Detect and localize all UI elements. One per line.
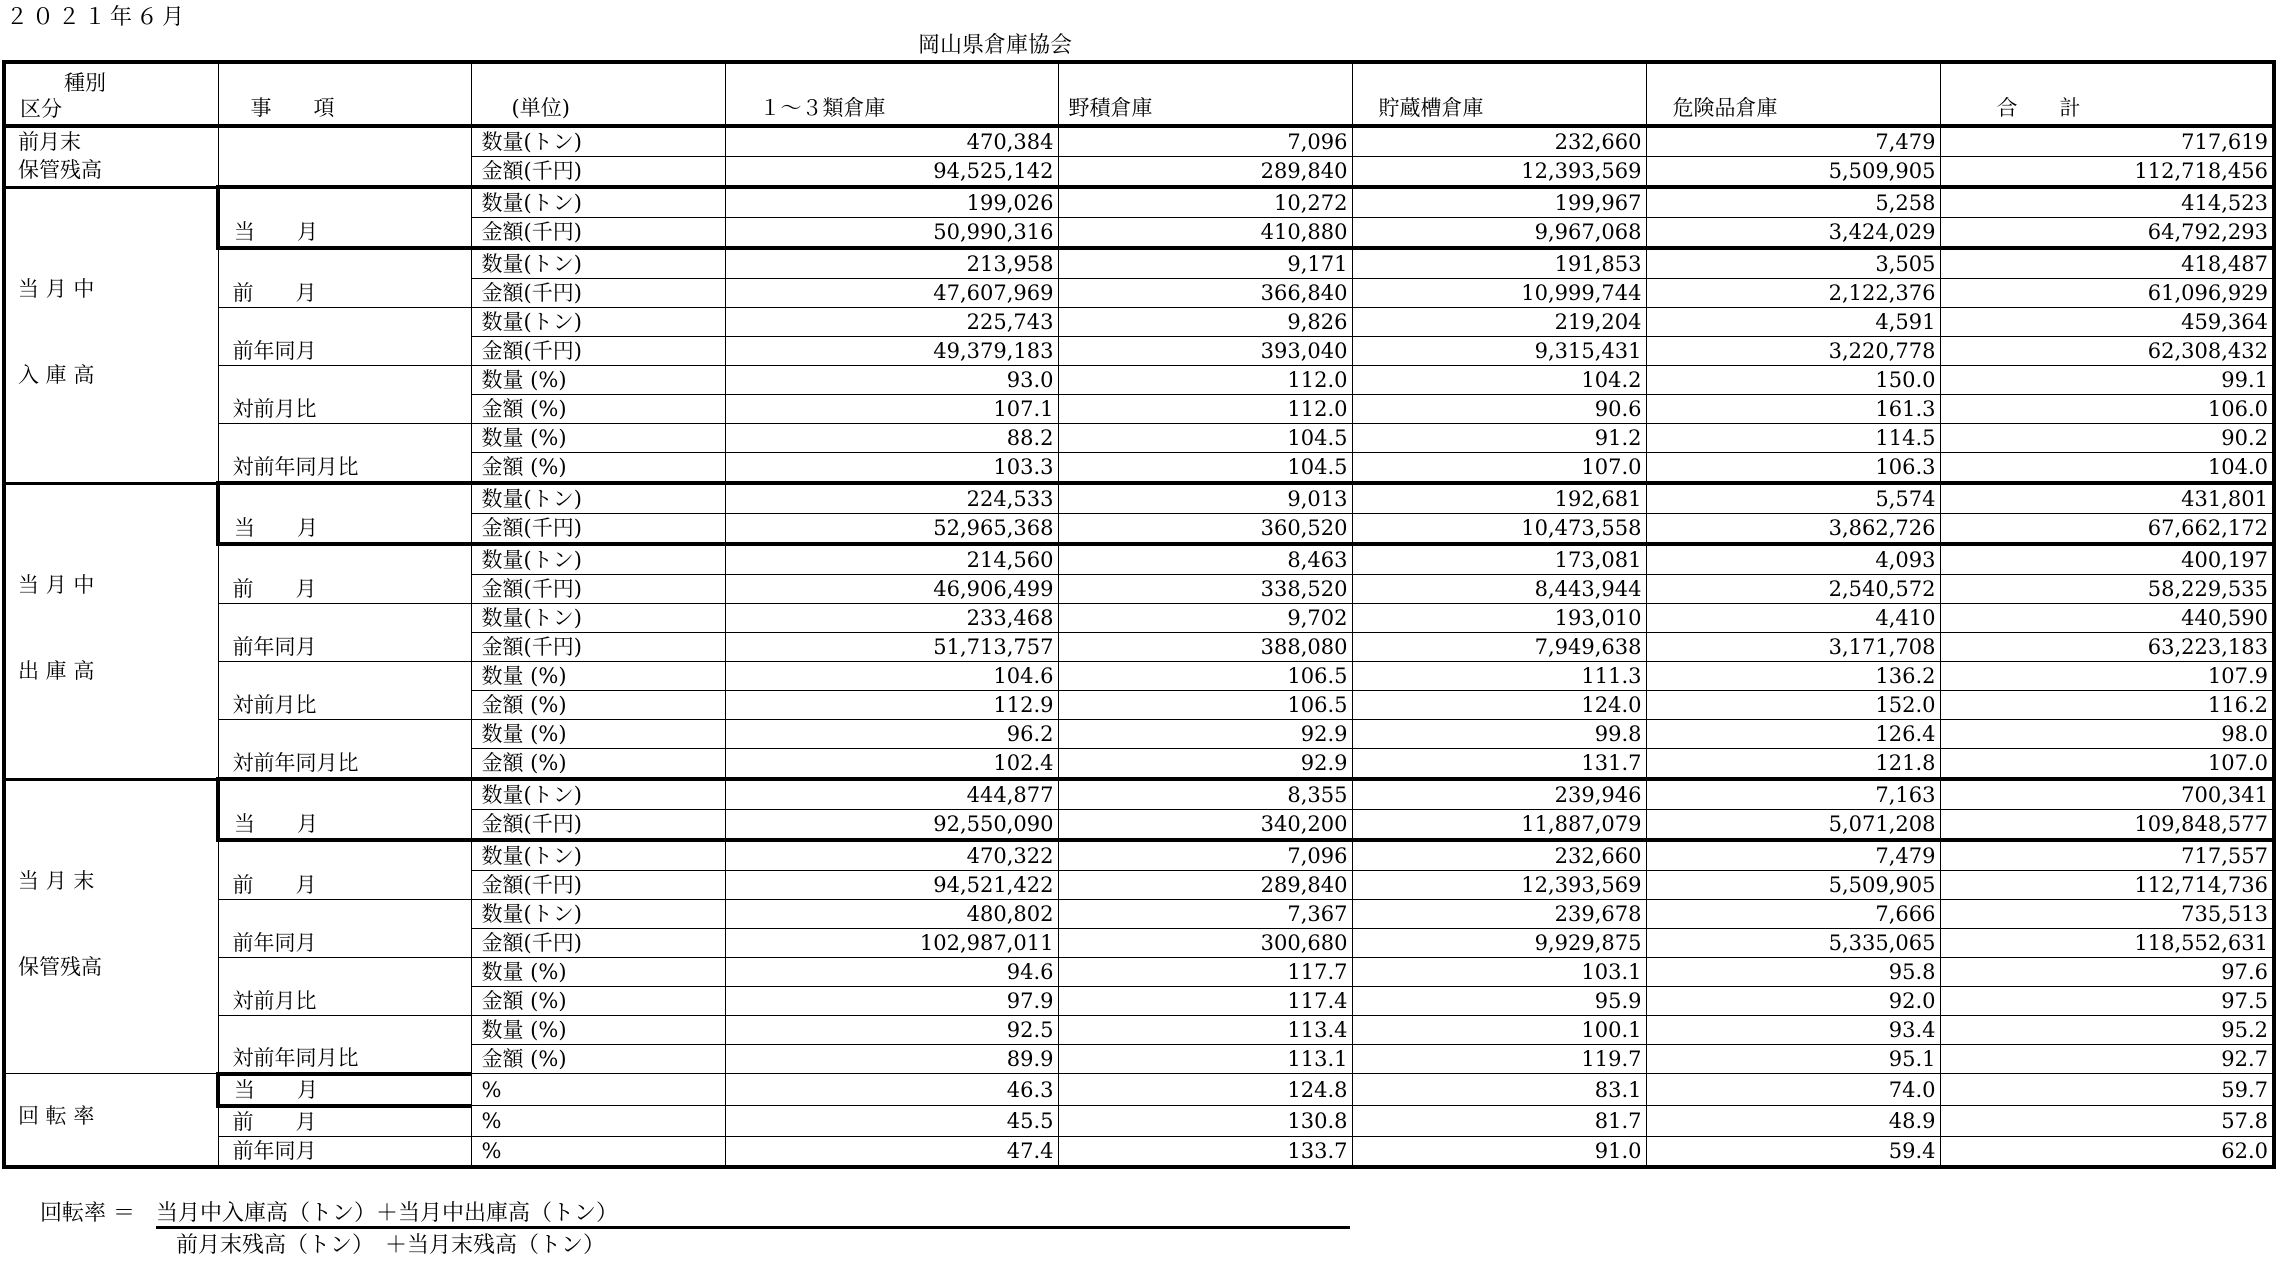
header-item: 事 項 (218, 62, 471, 126)
header-col-3: 貯蔵槽倉庫 (1352, 62, 1646, 126)
unit-label: 金額(千円) (471, 337, 725, 366)
value-cell: 7,163 (1646, 779, 1940, 810)
header-col-2: 野積倉庫 (1058, 62, 1352, 126)
value-cell: 480,802 (725, 900, 1058, 929)
value-cell: 98.0 (1940, 720, 2274, 749)
value-cell: 112,718,456 (1940, 157, 2274, 188)
value-cell: 63,223,183 (1940, 633, 2274, 662)
value-cell: 717,619 (1940, 126, 2274, 157)
value-cell: 106.0 (1940, 395, 2274, 424)
value-cell: 95.2 (1940, 1016, 2274, 1045)
unit-label: 金額 (%) (471, 987, 725, 1016)
unit-label: 数量(トン) (471, 248, 725, 279)
value-cell: 124.0 (1352, 691, 1646, 720)
table-row (4, 308, 2274, 337)
value-cell: 107.9 (1940, 662, 2274, 691)
value-cell: 12,393,569 (1352, 157, 1646, 188)
unit-label: 数量 (%) (471, 720, 725, 749)
header-row (4, 62, 2274, 126)
unit-label: 金額(千円) (471, 218, 725, 249)
value-cell: 199,026 (725, 187, 1058, 218)
value-cell: 193,010 (1352, 604, 1646, 633)
value-cell: 11,887,079 (1352, 810, 1646, 841)
value-cell: 289,840 (1058, 157, 1352, 188)
value-cell: 92.9 (1058, 749, 1352, 780)
section-label-line: 前月末 (18, 130, 81, 154)
unit-label: 数量(トン) (471, 840, 725, 871)
value-cell: 232,660 (1352, 126, 1646, 157)
value-cell: 46,906,499 (725, 575, 1058, 604)
row-item-label: 前 月 (218, 1106, 471, 1137)
value-cell: 49,379,183 (725, 337, 1058, 366)
unit-label: 数量(トン) (471, 308, 725, 337)
value-cell: 107.0 (1352, 453, 1646, 484)
unit-label: % (471, 1136, 725, 1167)
value-cell: 62.0 (1940, 1136, 2274, 1167)
value-cell: 45.5 (725, 1106, 1058, 1137)
value-cell: 126.4 (1646, 720, 1940, 749)
row-item-label: 対前月比 (218, 366, 471, 424)
warehouse-statistics-table (2, 60, 2276, 1169)
value-cell: 3,862,726 (1646, 514, 1940, 545)
value-cell: 58,229,535 (1940, 575, 2274, 604)
organization-name: 岡山県倉庫協会 (918, 33, 1073, 58)
value-cell: 50,990,316 (725, 218, 1058, 249)
value-cell: 9,315,431 (1352, 337, 1646, 366)
value-cell: 4,410 (1646, 604, 1940, 633)
value-cell: 104.0 (1940, 453, 2274, 484)
unit-label: 数量(トン) (471, 544, 725, 575)
table-row (4, 126, 2274, 157)
unit-label: 金額(千円) (471, 575, 725, 604)
value-cell: 717,557 (1940, 840, 2274, 871)
value-cell: 8,463 (1058, 544, 1352, 575)
value-cell: 225,743 (725, 308, 1058, 337)
header-unit: (単位) (471, 62, 725, 126)
value-cell: 100.1 (1352, 1016, 1646, 1045)
value-cell: 3,220,778 (1646, 337, 1940, 366)
unit-label: 金額 (%) (471, 1045, 725, 1074)
value-cell: 5,509,905 (1646, 157, 1940, 188)
formula-numerator: 当月中入庫高（トン）＋当月中出庫高（トン） (156, 1201, 619, 1226)
value-cell: 5,071,208 (1646, 810, 1940, 841)
row-item-label: 前 月 (218, 840, 471, 900)
value-cell: 62,308,432 (1940, 337, 2274, 366)
value-cell: 2,122,376 (1646, 279, 1940, 308)
value-cell: 199,967 (1352, 187, 1646, 218)
value-cell: 95.1 (1646, 1045, 1940, 1074)
value-cell: 414,523 (1940, 187, 2274, 218)
value-cell: 92.5 (725, 1016, 1058, 1045)
value-cell: 119.7 (1352, 1045, 1646, 1074)
row-item-label: 対前月比 (218, 958, 471, 1016)
value-cell: 97.5 (1940, 987, 2274, 1016)
unit-label: 金額(千円) (471, 810, 725, 841)
value-cell: 112.9 (725, 691, 1058, 720)
value-cell: 300,680 (1058, 929, 1352, 958)
value-cell: 104.5 (1058, 424, 1352, 453)
unit-label: 数量(トン) (471, 483, 725, 514)
table-row (4, 1106, 2274, 1137)
unit-label: 数量 (%) (471, 1016, 725, 1045)
value-cell: 470,322 (725, 840, 1058, 871)
value-cell: 107.1 (725, 395, 1058, 424)
value-cell: 81.7 (1352, 1106, 1646, 1137)
value-cell: 106.5 (1058, 662, 1352, 691)
value-cell: 7,949,638 (1352, 633, 1646, 662)
value-cell: 57.8 (1940, 1106, 2274, 1137)
section-label-line: 当 月 中 (18, 572, 95, 597)
value-cell: 124.8 (1058, 1074, 1352, 1106)
value-cell: 9,171 (1058, 248, 1352, 279)
value-cell: 99.8 (1352, 720, 1646, 749)
value-cell: 418,487 (1940, 248, 2274, 279)
value-cell: 113.1 (1058, 1045, 1352, 1074)
value-cell: 440,590 (1940, 604, 2274, 633)
unit-label: 金額 (%) (471, 453, 725, 484)
unit-label: 数量(トン) (471, 126, 725, 157)
value-cell: 173,081 (1352, 544, 1646, 575)
value-cell: 161.3 (1646, 395, 1940, 424)
value-cell: 410,880 (1058, 218, 1352, 249)
section-label-prev-end (4, 126, 218, 187)
value-cell: 118,552,631 (1940, 929, 2274, 958)
value-cell: 233,468 (725, 604, 1058, 633)
value-cell: 5,509,905 (1646, 871, 1940, 900)
value-cell: 213,958 (725, 248, 1058, 279)
value-cell: 8,355 (1058, 779, 1352, 810)
unit-label: 数量 (%) (471, 958, 725, 987)
value-cell: 47,607,969 (725, 279, 1058, 308)
unit-label: 数量 (%) (471, 424, 725, 453)
unit-label: 金額 (%) (471, 395, 725, 424)
value-cell: 111.3 (1352, 662, 1646, 691)
value-cell: 5,335,065 (1646, 929, 1940, 958)
value-cell: 388,080 (1058, 633, 1352, 662)
row-item-label: 当 月 (218, 483, 471, 544)
value-cell: 104.5 (1058, 453, 1352, 484)
value-cell: 7,666 (1646, 900, 1940, 929)
value-cell: 289,840 (1058, 871, 1352, 900)
value-cell: 10,272 (1058, 187, 1352, 218)
unit-label: 金額(千円) (471, 514, 725, 545)
value-cell: 9,929,875 (1352, 929, 1646, 958)
value-cell: 459,364 (1940, 308, 2274, 337)
row-item-label: 対前月比 (218, 662, 471, 720)
section-label-inbound (4, 187, 218, 483)
value-cell: 3,424,029 (1646, 218, 1940, 249)
row-item-label: 前 月 (218, 544, 471, 604)
value-cell: 192,681 (1352, 483, 1646, 514)
table-row (4, 187, 2274, 218)
value-cell: 94,525,142 (725, 157, 1058, 188)
value-cell: 104.2 (1352, 366, 1646, 395)
value-cell: 89.9 (725, 1045, 1058, 1074)
value-cell: 400,197 (1940, 544, 2274, 575)
value-cell: 10,473,558 (1352, 514, 1646, 545)
row-item-label: 当 月 (218, 187, 471, 248)
value-cell: 239,946 (1352, 779, 1646, 810)
table-row (4, 483, 2274, 514)
section-label-line: 出 庫 高 (18, 658, 95, 683)
value-cell: 393,040 (1058, 337, 1352, 366)
value-cell: 102,987,011 (725, 929, 1058, 958)
table-row (4, 544, 2274, 575)
value-cell: 444,877 (725, 779, 1058, 810)
value-cell: 431,801 (1940, 483, 2274, 514)
unit-label: 金額 (%) (471, 749, 725, 780)
value-cell: 735,513 (1940, 900, 2274, 929)
section-label-line: 回 転 率 (18, 1104, 95, 1128)
row-item-label: 対前年同月比 (218, 424, 471, 484)
value-cell: 239,678 (1352, 900, 1646, 929)
table-row (4, 1016, 2274, 1045)
value-cell: 8,443,944 (1352, 575, 1646, 604)
value-cell: 130.8 (1058, 1106, 1352, 1137)
value-cell: 7,096 (1058, 840, 1352, 871)
value-cell: 7,479 (1646, 840, 1940, 871)
value-cell: 5,574 (1646, 483, 1940, 514)
value-cell: 97.9 (725, 987, 1058, 1016)
value-cell: 340,200 (1058, 810, 1352, 841)
value-cell: 91.0 (1352, 1136, 1646, 1167)
value-cell: 117.7 (1058, 958, 1352, 987)
value-cell: 214,560 (725, 544, 1058, 575)
row-item-label: 対前年同月比 (218, 720, 471, 780)
value-cell: 113.4 (1058, 1016, 1352, 1045)
value-cell: 46.3 (725, 1074, 1058, 1106)
unit-label: 金額(千円) (471, 633, 725, 662)
value-cell: 106.3 (1646, 453, 1940, 484)
value-cell: 191,853 (1352, 248, 1646, 279)
value-cell: 83.1 (1352, 1074, 1646, 1106)
value-cell: 92.9 (1058, 720, 1352, 749)
value-cell: 64,792,293 (1940, 218, 2274, 249)
value-cell: 59.7 (1940, 1074, 2274, 1106)
value-cell: 109,848,577 (1940, 810, 2274, 841)
row-item-label: 当 月 (218, 779, 471, 840)
unit-label: 数量 (%) (471, 366, 725, 395)
header-category-label: 区分 (20, 97, 62, 121)
value-cell: 67,662,172 (1940, 514, 2274, 545)
row-item-label (218, 126, 471, 187)
unit-label: 数量 (%) (471, 662, 725, 691)
table-row (4, 1136, 2274, 1167)
value-cell: 99.1 (1940, 366, 2274, 395)
section-label-month_end (4, 779, 218, 1074)
value-cell: 74.0 (1646, 1074, 1940, 1106)
row-item-label: 前 月 (218, 248, 471, 308)
unit-label: 金額 (%) (471, 691, 725, 720)
table-row (4, 662, 2274, 691)
value-cell: 219,204 (1352, 308, 1646, 337)
value-cell: 92.0 (1646, 987, 1940, 1016)
table-row (4, 958, 2274, 987)
header-col-5: 合 計 (1940, 62, 2274, 126)
value-cell: 7,367 (1058, 900, 1352, 929)
value-cell: 112.0 (1058, 366, 1352, 395)
unit-label: 金額(千円) (471, 929, 725, 958)
section-label-turnover (4, 1074, 218, 1167)
value-cell: 94,521,422 (725, 871, 1058, 900)
unit-label: % (471, 1106, 725, 1137)
value-cell: 224,533 (725, 483, 1058, 514)
value-cell: 150.0 (1646, 366, 1940, 395)
value-cell: 700,341 (1940, 779, 2274, 810)
value-cell: 136.2 (1646, 662, 1940, 691)
value-cell: 103.1 (1352, 958, 1646, 987)
row-item-label: 当 月 (218, 1074, 471, 1106)
table-row (4, 779, 2274, 810)
table-row (4, 248, 2274, 279)
value-cell: 3,505 (1646, 248, 1940, 279)
table-body (4, 126, 2274, 1167)
value-cell: 91.2 (1352, 424, 1646, 453)
value-cell: 51,713,757 (725, 633, 1058, 662)
section-label-line: 保管残高 (18, 158, 102, 182)
value-cell: 97.6 (1940, 958, 2274, 987)
value-cell: 48.9 (1646, 1106, 1940, 1137)
value-cell: 114.5 (1646, 424, 1940, 453)
value-cell: 88.2 (725, 424, 1058, 453)
header-category (4, 62, 218, 126)
section-label-outbound (4, 483, 218, 779)
value-cell: 10,999,744 (1352, 279, 1646, 308)
header-col-1: １～３類倉庫 (725, 62, 1058, 126)
value-cell: 94.6 (725, 958, 1058, 987)
unit-label: 数量(トン) (471, 187, 725, 218)
value-cell: 12,393,569 (1352, 871, 1646, 900)
value-cell: 93.0 (725, 366, 1058, 395)
value-cell: 95.9 (1352, 987, 1646, 1016)
value-cell: 3,171,708 (1646, 633, 1940, 662)
value-cell: 9,013 (1058, 483, 1352, 514)
value-cell: 232,660 (1352, 840, 1646, 871)
value-cell: 93.4 (1646, 1016, 1940, 1045)
value-cell: 90.2 (1940, 424, 2274, 453)
value-cell: 116.2 (1940, 691, 2274, 720)
table-row (4, 366, 2274, 395)
unit-label: 金額(千円) (471, 279, 725, 308)
value-cell: 121.8 (1646, 749, 1940, 780)
value-cell: 4,093 (1646, 544, 1940, 575)
value-cell: 106.5 (1058, 691, 1352, 720)
table-row (4, 840, 2274, 871)
value-cell: 95.8 (1646, 958, 1940, 987)
section-label-line: 当 月 末 (18, 868, 95, 893)
value-cell: 61,096,929 (1940, 279, 2274, 308)
table-row (4, 1074, 2274, 1106)
value-cell: 96.2 (725, 720, 1058, 749)
row-item-label: 前年同月 (218, 604, 471, 662)
unit-label: 数量(トン) (471, 604, 725, 633)
value-cell: 4,591 (1646, 308, 1940, 337)
value-cell: 7,096 (1058, 126, 1352, 157)
value-cell: 5,258 (1646, 187, 1940, 218)
value-cell: 92,550,090 (725, 810, 1058, 841)
table-row (4, 720, 2274, 749)
value-cell: 9,702 (1058, 604, 1352, 633)
value-cell: 7,479 (1646, 126, 1940, 157)
section-label-line: 入 庫 高 (18, 362, 95, 387)
unit-label: 金額(千円) (471, 871, 725, 900)
unit-label: 数量(トン) (471, 779, 725, 810)
value-cell: 133.7 (1058, 1136, 1352, 1167)
formula-denominator: 前月末残高（トン） ＋当月末残高（トン） (176, 1233, 606, 1258)
table-row (4, 424, 2274, 453)
section-label-line: 保管残高 (18, 954, 102, 979)
value-cell: 360,520 (1058, 514, 1352, 545)
value-cell: 102.4 (725, 749, 1058, 780)
row-item-label: 前年同月 (218, 308, 471, 366)
value-cell: 112,714,736 (1940, 871, 2274, 900)
unit-label: 金額(千円) (471, 157, 725, 188)
value-cell: 52,965,368 (725, 514, 1058, 545)
row-item-label: 前年同月 (218, 1136, 471, 1167)
unit-label: 数量(トン) (471, 900, 725, 929)
header-col-4: 危険品倉庫 (1646, 62, 1940, 126)
formula-lhs: 回転率 ＝ (40, 1201, 135, 1226)
report-date: ２０２１年６月 (6, 5, 189, 30)
row-item-label: 対前年同月比 (218, 1016, 471, 1074)
value-cell: 104.6 (725, 662, 1058, 691)
value-cell: 59.4 (1646, 1136, 1940, 1167)
value-cell: 112.0 (1058, 395, 1352, 424)
value-cell: 2,540,572 (1646, 575, 1940, 604)
value-cell: 9,826 (1058, 308, 1352, 337)
value-cell: 90.6 (1352, 395, 1646, 424)
value-cell: 117.4 (1058, 987, 1352, 1016)
value-cell: 103.3 (725, 453, 1058, 484)
value-cell: 338,520 (1058, 575, 1352, 604)
row-item-label: 前年同月 (218, 900, 471, 958)
value-cell: 92.7 (1940, 1045, 2274, 1074)
section-label-line: 当 月 中 (18, 276, 95, 301)
value-cell: 107.0 (1940, 749, 2274, 780)
value-cell: 152.0 (1646, 691, 1940, 720)
value-cell: 9,967,068 (1352, 218, 1646, 249)
unit-label: % (471, 1074, 725, 1106)
value-cell: 470,384 (725, 126, 1058, 157)
value-cell: 131.7 (1352, 749, 1646, 780)
value-cell: 47.4 (725, 1136, 1058, 1167)
table-row (4, 900, 2274, 929)
table-row (4, 604, 2274, 633)
header-type-label: 種別 (64, 71, 106, 95)
value-cell: 366,840 (1058, 279, 1352, 308)
